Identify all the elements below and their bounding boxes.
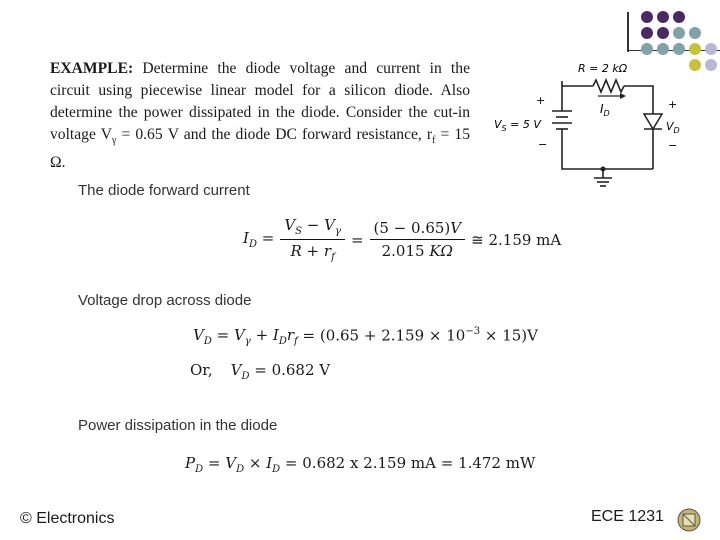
footer-course-code: ECE 1231: [591, 508, 664, 525]
source-plus: +: [536, 94, 546, 107]
problem-text-3: = 15 Ω.: [50, 126, 471, 172]
power-result: 0.682 x 2.159 mA = 1.472 mW: [302, 454, 536, 472]
voltage-result-line: Or, $V_D = 0.682$ V: [190, 361, 331, 382]
diode-voltage-label: $V_D$: [666, 120, 680, 135]
power-equation: $P_D = V_D \times I_D = 0.682$ x 2.159 mA = 1.472 mW: [185, 454, 536, 475]
current-arrow-icon: [620, 93, 626, 99]
fraction-symbolic: $\frac{V_S - V_\gamma}{R + r_f}$: [280, 216, 345, 263]
current-result: ≅ 2.159 mA: [471, 230, 562, 249]
diode-plus: +: [668, 98, 678, 111]
fraction-numeric: $\frac{(5 - 0.65)V}{2.015 K\Omega}$: [370, 219, 466, 260]
source-label: $V_S = 5$ V: [494, 118, 541, 133]
problem-text-2: = 0.65 V and the diode DC forward resistance, r: [116, 126, 433, 143]
diode-symbol: [644, 114, 662, 129]
footer-copyright: © Electronics: [20, 510, 115, 527]
circuit-diagram: [488, 56, 693, 191]
logo-icon: [676, 508, 702, 532]
voltage-result: = 0.682 V: [249, 361, 331, 379]
heading-voltage-drop: Voltage drop across diode: [78, 292, 252, 309]
source-minus: −: [538, 138, 548, 151]
or-label: Or,: [190, 361, 213, 379]
decor-vertical-line: [627, 12, 629, 52]
current-label: $I_D$: [600, 102, 610, 118]
diode-minus: −: [668, 139, 678, 152]
problem-text-1: Determine the diode voltage and current in the circuit using piecewise linear model for a silicon diode. Also determine the power dissipated in the diode. Consider the cut-in voltage V: [50, 60, 470, 143]
heading-forward-current: The diode forward current: [78, 182, 250, 199]
problem-statement: EXAMPLE: Determine the diode voltage and current in the circuit using piecewise linear model for a silicon diode. Also determine the power dissipated in the diode. Consider the cut-in voltage $V_\gamma = 0.65$ V and the diode DC forward resistance, $r_f = 15$ Ω.: [50, 60, 471, 172]
current-equation: $I_D$ = $\frac{V_S - V_\gamma}{R + r_f}$ = $\frac{(5 - 0.65)V}{2.015 K\Omega}$ ≅ 2.159 mA: [243, 216, 562, 263]
example-title: EXAMPLE:: [50, 60, 134, 77]
resistor-label: R = 2 kΩ: [578, 62, 628, 75]
heading-power-dissipation: Power dissipation in the diode: [78, 417, 278, 434]
voltage-equation: $V_D = V_\gamma + I_Dr_f = (0.65 + 2.159 \times 10^{-3} \times 15)V$: [193, 326, 538, 348]
